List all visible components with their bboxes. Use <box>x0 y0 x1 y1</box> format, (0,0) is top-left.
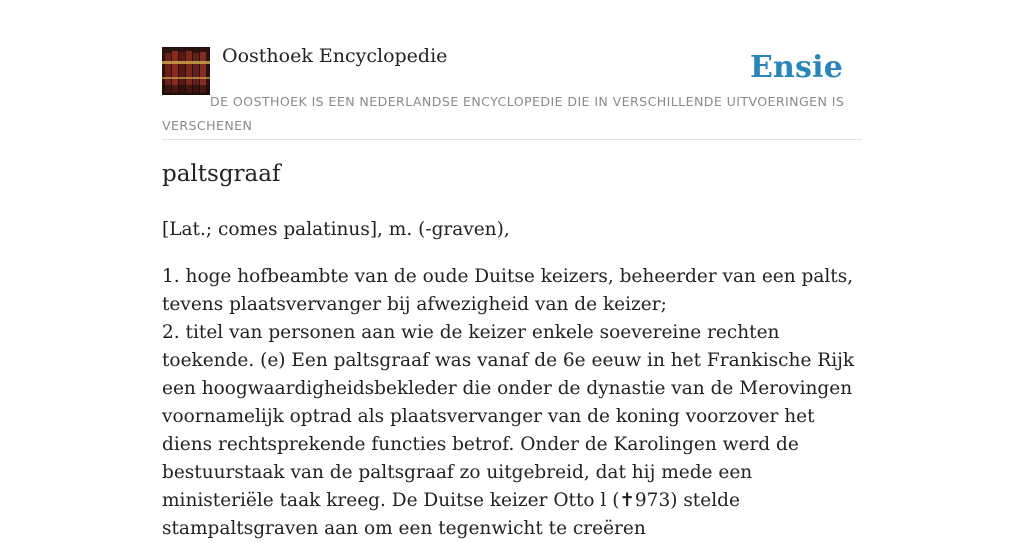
entry-title: paltsgraaf <box>162 161 281 187</box>
entry-definition <box>162 263 867 543</box>
entry-etymology: [Lat.; comes palatinus], m. (-graven), <box>162 219 510 240</box>
definition-line: 2. titel van personen aan wie de keizer enkele soevereine rechten toekende. (e) Een paltsgraaf was vanaf de 6e eeuw in het Frankische Rijk een hoogwaardigheidsbekleder die onder de dynastie van de Merovingen voornamelijk optrad als plaatsvervanger van de koning voorzover het diens rechtsprekende functies betrof. Onder de Karolingen werd de bestuurstaak van de paltsgraaf zo uitgebreid, dat hij mede een ministeriële taak kreeg. De Duitse keizer Otto l (✝973) stelde stampaltsgraven aan om een tegenwicht te creëren <box>162 322 855 539</box>
definition-line: 1. hoge hofbeambte van de oude Duitse keizers, beheerder van een palts, tevens plaatsvervanger bij afwezigheid van de keizer; <box>162 266 854 315</box>
encyclopedia-books-icon[interactable] <box>162 47 210 95</box>
site-title[interactable]: Oosthoek Encyclopedie <box>222 45 448 67</box>
site-header <box>162 0 862 140</box>
page-container <box>162 0 862 539</box>
site-tagline: DE OOSTHOEK IS EEN NEDERLANDSE ENCYCLOPEDIE DIE IN VERSCHILLENDE UITVOERINGEN IS VERSCHENEN <box>162 94 845 133</box>
brand-logo[interactable]: Ensie <box>749 50 843 85</box>
